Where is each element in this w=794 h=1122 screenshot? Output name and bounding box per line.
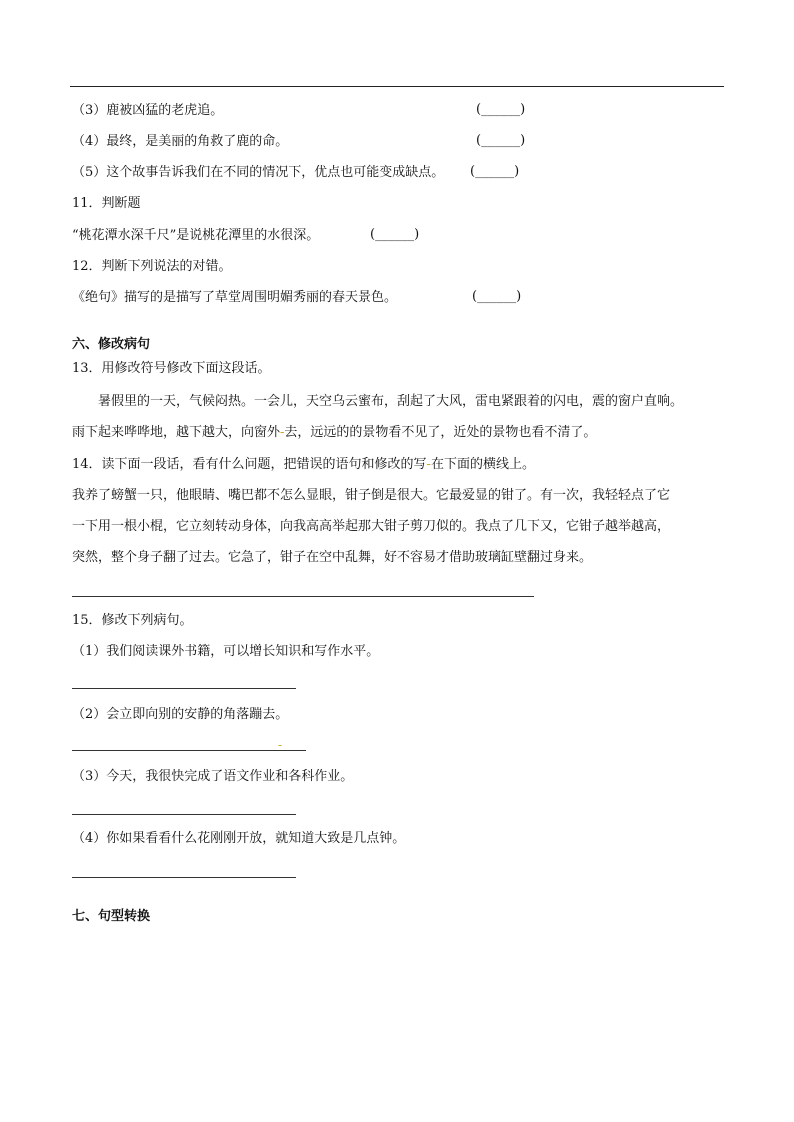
question-14-title xyxy=(72,456,535,474)
answer-line-15-4[interactable] xyxy=(72,877,296,878)
answer-line-15-1[interactable] xyxy=(72,688,296,689)
title-part-a: 14．读下面一段话，看有什么问题，把错误的语句和修改的写 xyxy=(72,457,427,472)
question-14-paragraph-line-2: 一下用一根小棍，它立刻转动身体，向我高高举起那大钳子剪刀似的。我点了几下又，它钳子越举越高， xyxy=(72,519,671,534)
revision-mark: - xyxy=(280,425,285,440)
question-3: （3）鹿被凶猛的老虎追。 xyxy=(72,103,224,118)
question-5: （5）这个故事告诉我们在不同的情况下，优点也可能变成缺点。 xyxy=(72,165,445,180)
question-14-paragraph-line-1: 我养了螃蟹一只，他眼睛、嘴巴都不怎么显眼，钳子倒是很大。它最爱显的钳了。有一次，我轻轻点了它 xyxy=(72,488,671,503)
question-13-paragraph-line-2 xyxy=(72,424,596,442)
question-15-1: （1）我们阅读课外书籍，可以增长知识和写作水平。 xyxy=(72,644,380,659)
question-13-paragraph-line-1: 暑假里的一天，气候闷热。一会儿，天空乌云蜜布，刮起了大风，雷电紧跟着的闪电，震的窗户直响。 xyxy=(98,394,684,409)
revision-mark: - xyxy=(426,457,431,472)
question-12-title: 12．判断下列说法的对错。 xyxy=(72,259,232,274)
title-part-b: 在下面的横线上。 xyxy=(430,457,535,472)
paragraph-part-a: 雨下起来哗哗地，越下越大，向窗外 xyxy=(72,425,281,440)
answer-line-15-3[interactable] xyxy=(72,814,296,815)
answer-blank-5[interactable]: (______) xyxy=(470,164,520,179)
answer-line-14[interactable] xyxy=(72,596,534,597)
section-6-heading: 六、修改病句 xyxy=(72,337,151,352)
answer-line-15-2[interactable] xyxy=(72,750,306,751)
revision-mark: - xyxy=(278,738,283,752)
question-11-title: 11．判断题 xyxy=(72,196,141,211)
question-15-3: （3）今天，我很快完成了语文作业和各科作业。 xyxy=(72,769,354,784)
question-13-title: 13．用修改符号修改下面这段话。 xyxy=(72,361,271,376)
answer-blank-11[interactable]: (______) xyxy=(370,227,420,242)
question-15-title: 15．修改下列病句。 xyxy=(72,613,193,628)
question-12-text: 《绝句》描写的是描写了草堂周围明媚秀丽的春天景色。 xyxy=(72,290,398,305)
answer-blank-3[interactable]: (______) xyxy=(476,102,526,117)
question-15-2: （2）会立即向别的安静的角落蹦去。 xyxy=(72,707,289,722)
question-15-4: （4）你如果看看什么花刚刚开放，就知道大致是几点钟。 xyxy=(72,831,406,846)
section-7-heading: 七、句型转换 xyxy=(72,909,151,924)
question-14-paragraph-line-3: 突然，整个身子翻了过去。它急了，钳子在空中乱舞，好不容易才借助玻璃缸壁翻过身来。 xyxy=(72,550,593,565)
paragraph-part-b: 去，远远的的景物看不见了，近处的景物也看不清了。 xyxy=(284,425,597,440)
question-11-text: “桃花潭水深千尺”是说桃花潭里的水很深。 xyxy=(72,228,320,243)
question-4: （4）最终，是美丽的角救了鹿的命。 xyxy=(72,134,289,149)
answer-blank-12[interactable]: (______) xyxy=(472,289,522,304)
answer-blank-4[interactable]: (______) xyxy=(476,133,526,148)
header-rule xyxy=(70,86,724,87)
